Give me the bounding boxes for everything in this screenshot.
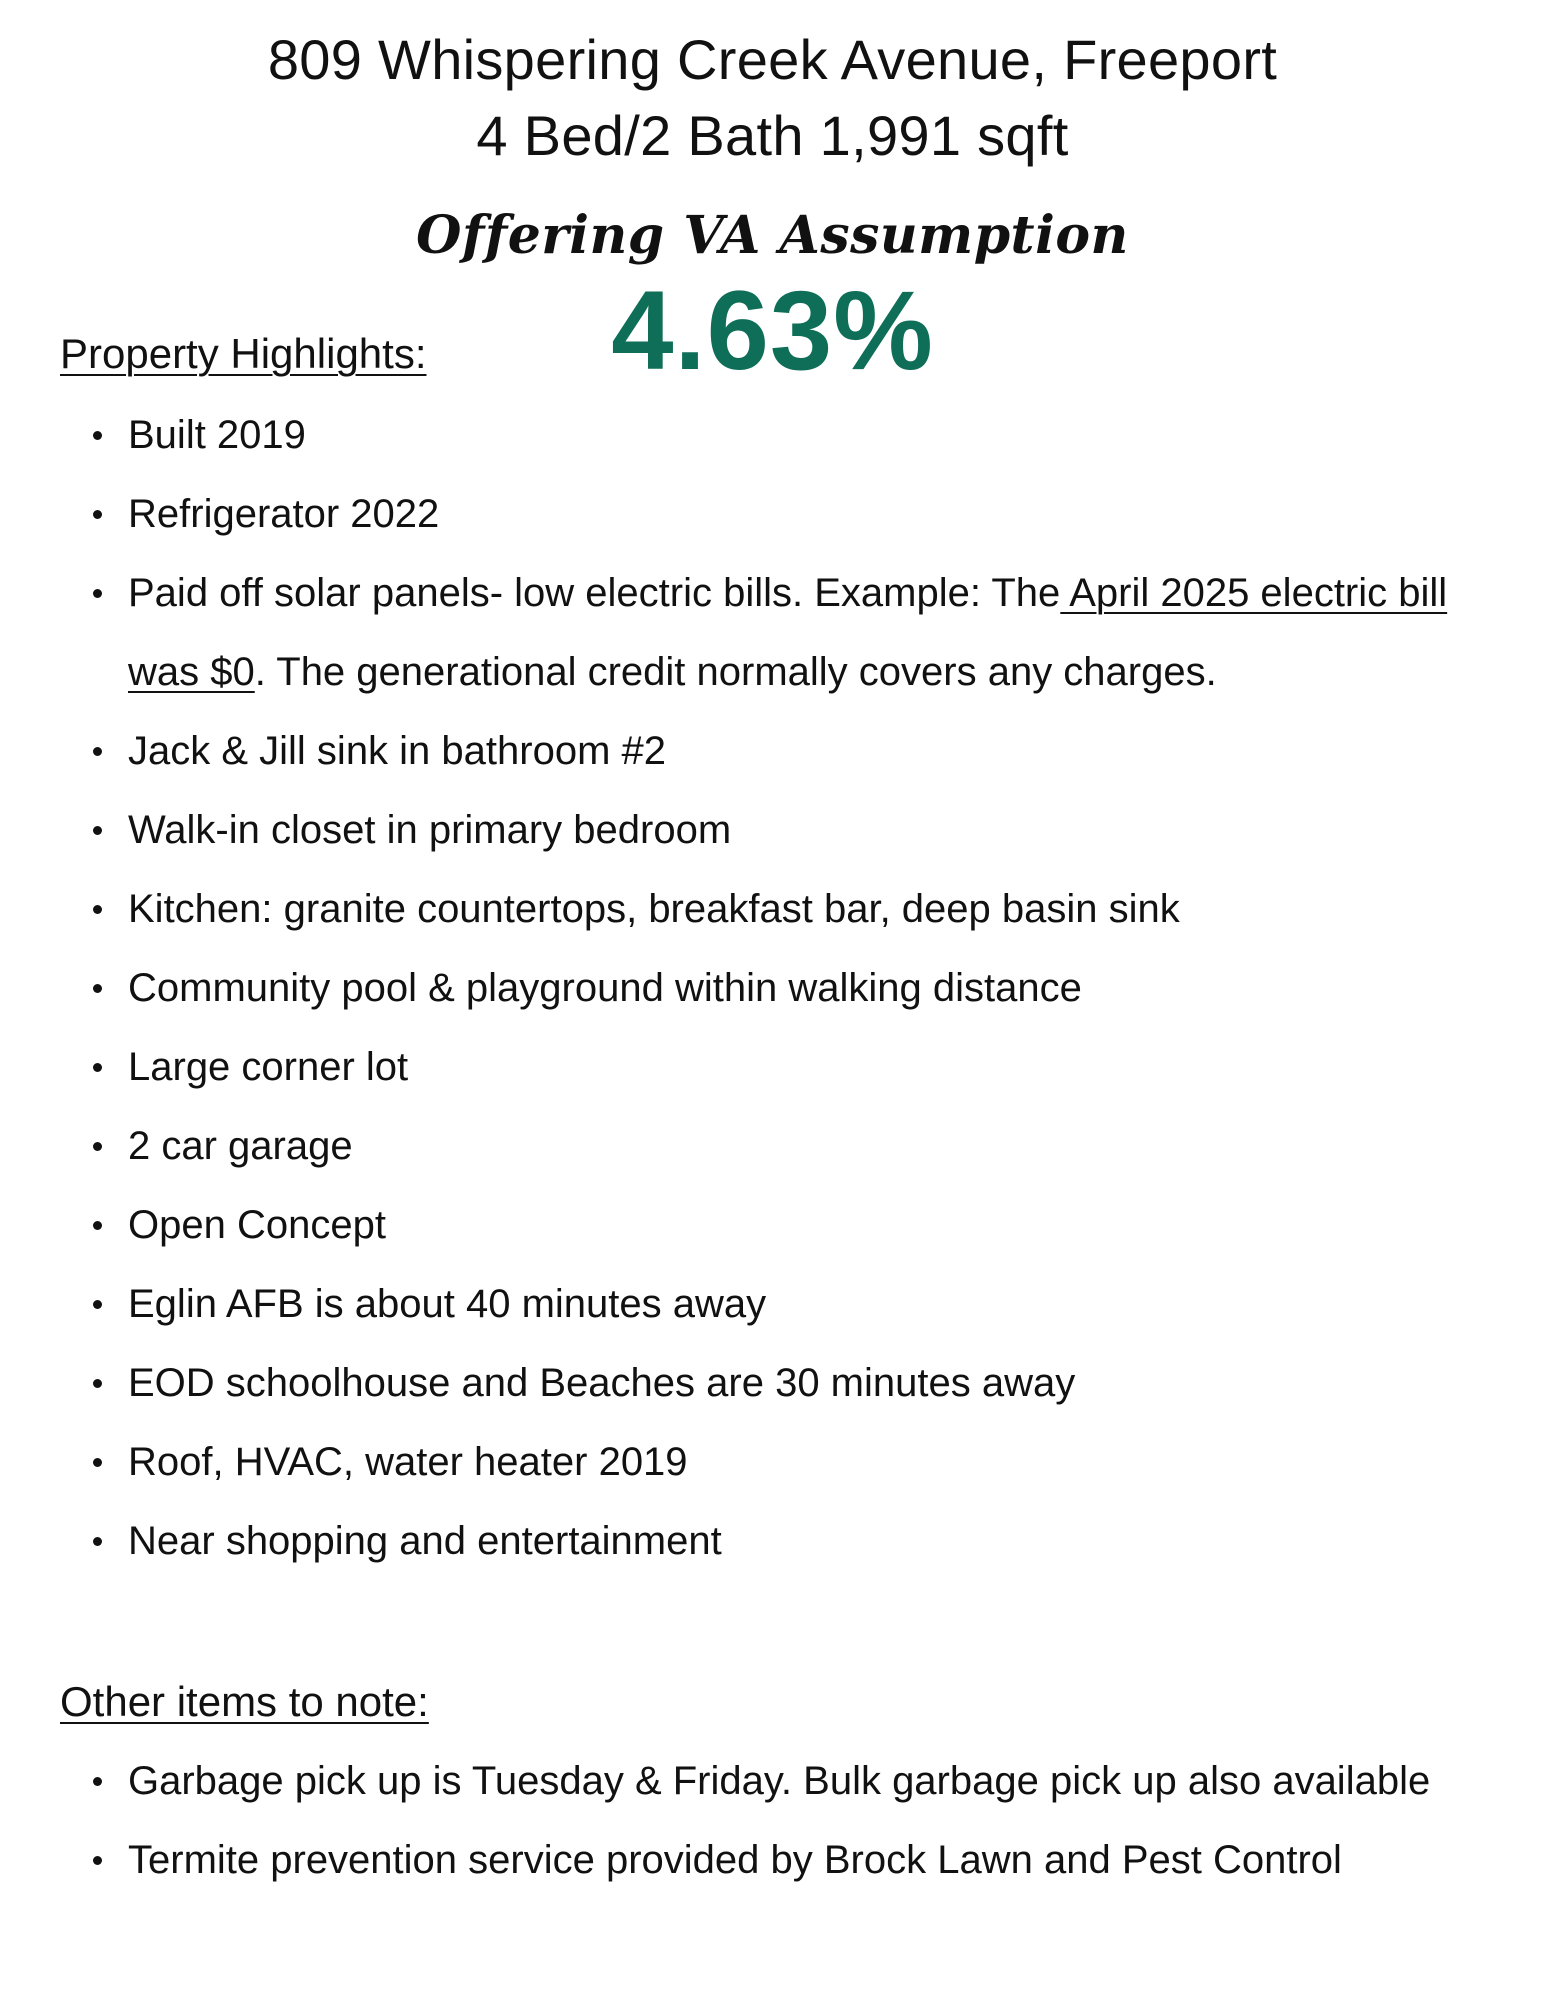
other-items-heading: Other items to note:	[60, 1678, 429, 1725]
list-item	[0, 791, 1545, 870]
list-item-text: Kitchen: granite countertops, breakfast bar, deep basin sink	[128, 887, 1180, 931]
list-item	[0, 1742, 1545, 1821]
list-item	[0, 1107, 1545, 1186]
solar-bill-underlined: April 2025 electric bill was $0	[128, 571, 1448, 694]
list-item-text: Near shopping and entertainment	[128, 1519, 722, 1563]
list-item-text: Large corner lot	[128, 1045, 409, 1089]
list-item	[0, 1344, 1545, 1423]
list-item	[0, 1502, 1545, 1581]
bullet-icon	[93, 826, 102, 835]
list-item	[0, 475, 1545, 554]
list-item-text: EOD schoolhouse and Beaches are 30 minutes away	[128, 1361, 1076, 1405]
offer-label: Offering VA Assumption	[416, 205, 1129, 266]
bullet-icon	[93, 1063, 102, 1072]
list-item	[0, 712, 1545, 791]
list-item-text: Built 2019	[128, 413, 306, 457]
bullet-icon	[93, 905, 102, 914]
bullet-icon	[93, 1537, 102, 1546]
list-item-text: Paid off solar panels- low electric bills. Example: The	[128, 571, 1061, 615]
bullet-icon	[93, 1300, 102, 1309]
list-item-text: Jack & Jill sink in bathroom #2	[128, 729, 667, 773]
list-item-solar	[0, 554, 1545, 712]
solar-bill-tail: . The generational credit normally covers any charges.	[254, 650, 1217, 694]
list-item	[0, 1821, 1545, 1900]
bullet-icon	[93, 1142, 102, 1151]
property-address: 809 Whispering Creek Avenue, Freeport	[267, 28, 1278, 91]
interest-rate: 4.63%	[611, 268, 934, 393]
list-item	[0, 870, 1545, 949]
highlights-list	[0, 396, 1545, 1581]
bullet-icon	[93, 589, 102, 598]
list-item-text: Roof, HVAC, water heater 2019	[128, 1440, 688, 1484]
bullet-icon	[93, 1856, 102, 1865]
list-item-text: 2 car garage	[128, 1124, 353, 1168]
bullet-icon	[93, 1777, 102, 1786]
list-item-text: Termite prevention service provided by Brock Lawn and Pest Control	[128, 1838, 1342, 1882]
list-item-text: Open Concept	[128, 1203, 386, 1247]
bullet-icon	[93, 510, 102, 519]
bullet-icon	[93, 1458, 102, 1467]
list-item-text: Community pool & playground within walking distance	[128, 966, 1082, 1010]
list-item	[0, 1265, 1545, 1344]
bullet-icon	[93, 984, 102, 993]
highlights-heading: Property Highlights:	[60, 330, 427, 377]
list-item	[0, 949, 1545, 1028]
list-item	[0, 1186, 1545, 1265]
list-item-text: Walk-in closet in primary bedroom	[128, 808, 732, 852]
other-items-list	[0, 1742, 1545, 1900]
bullet-icon	[93, 1379, 102, 1388]
list-item	[0, 1028, 1545, 1107]
bullet-icon	[93, 1221, 102, 1230]
bullet-icon	[93, 747, 102, 756]
list-item	[0, 1423, 1545, 1502]
list-item-text: Refrigerator 2022	[128, 492, 440, 536]
list-item	[0, 396, 1545, 475]
property-specs: 4 Bed/2 Bath 1,991 sqft	[476, 104, 1069, 167]
bullet-icon	[93, 431, 102, 440]
listing-header	[0, 22, 1545, 174]
list-item-text: Eglin AFB is about 40 minutes away	[128, 1282, 767, 1326]
list-item-text: Garbage pick up is Tuesday & Friday. Bulk garbage pick up also available	[128, 1759, 1431, 1803]
